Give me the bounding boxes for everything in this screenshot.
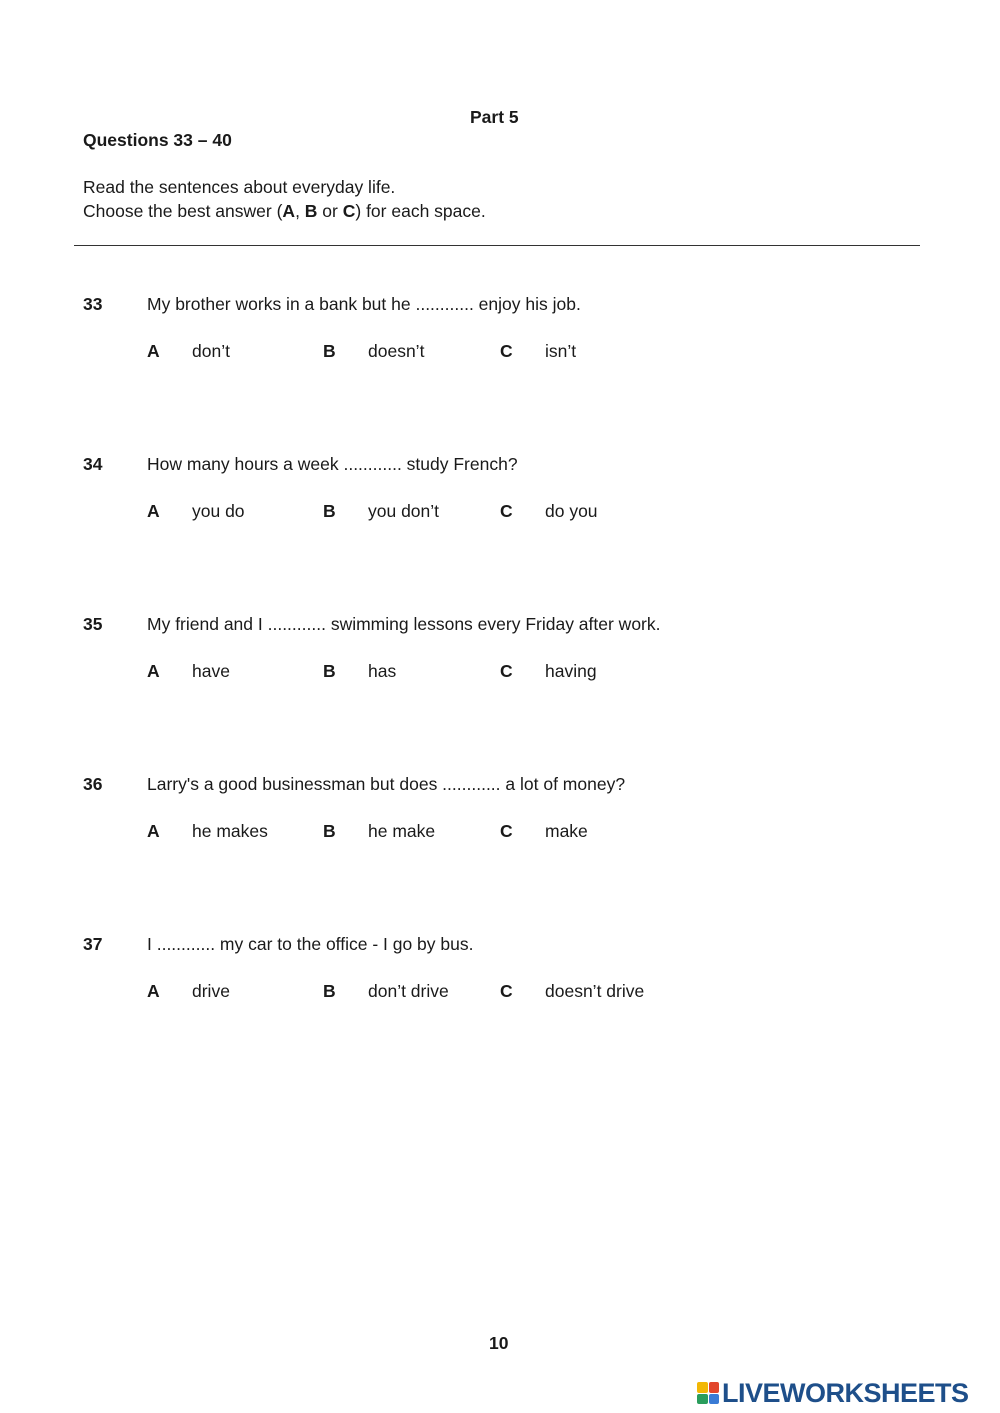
instruction-line-1: Read the sentences about everyday life.	[83, 177, 396, 197]
header-divider	[74, 245, 920, 246]
option-b-text[interactable]: you don’t	[368, 501, 440, 521]
option-c-text[interactable]: doesn’t drive	[545, 981, 645, 1001]
option-a-letter: A	[147, 821, 160, 841]
option-a-letter: A	[147, 661, 160, 681]
instruction-text: ,	[295, 201, 305, 221]
option-b-letter: B	[323, 981, 336, 1001]
option-c-letter: C	[500, 661, 513, 681]
logo-text: LIVEWORKSHEETS	[722, 1377, 969, 1408]
option-a-text[interactable]: have	[192, 661, 230, 681]
question-35	[0, 614, 1000, 714]
option-b-text[interactable]: don’t drive	[368, 981, 449, 1001]
logo-square	[697, 1382, 708, 1393]
question-33	[0, 294, 1000, 394]
instruction-letter-a: A	[282, 201, 296, 221]
option-c-letter: C	[500, 501, 513, 521]
question-number: 34	[83, 454, 103, 474]
option-b-letter: B	[323, 341, 336, 361]
question-34	[0, 454, 1000, 554]
page-number: 10	[489, 1333, 509, 1353]
liveworksheets-logo-icon	[697, 1382, 719, 1404]
liveworksheets-logo[interactable]	[697, 1376, 969, 1410]
option-c-text[interactable]: having	[545, 661, 597, 681]
option-b-text[interactable]: he make	[368, 821, 436, 841]
option-c-letter: C	[500, 821, 513, 841]
option-b-letter: B	[323, 661, 336, 681]
option-c-letter: C	[500, 341, 513, 361]
question-stem: My brother works in a bank but he ............ enjoy his job.	[147, 294, 581, 314]
option-b-letter: B	[323, 501, 336, 521]
question-stem: How many hours a week ............ study French?	[147, 454, 518, 474]
question-number: 37	[83, 934, 103, 954]
option-a-letter: A	[147, 501, 160, 521]
logo-square	[697, 1394, 708, 1405]
option-b-text[interactable]: doesn’t	[368, 341, 425, 361]
option-c-text[interactable]: isn’t	[545, 341, 577, 361]
instruction-line-2	[83, 201, 486, 222]
option-b-text[interactable]: has	[368, 661, 397, 681]
option-c-text[interactable]: do you	[545, 501, 598, 521]
question-stem: My friend and I ............ swimming lessons every Friday after work.	[147, 614, 661, 634]
instruction-text: Choose the best answer (	[83, 201, 283, 221]
question-36	[0, 774, 1000, 874]
questions-range: Questions 33 – 40	[83, 130, 232, 150]
logo-square	[709, 1394, 720, 1405]
option-a-text[interactable]: drive	[192, 981, 230, 1001]
option-a-text[interactable]: you do	[192, 501, 245, 521]
question-number: 33	[83, 294, 103, 314]
option-a-text[interactable]: he makes	[192, 821, 268, 841]
instruction-text: ) for each space.	[355, 201, 486, 221]
logo-square	[709, 1382, 720, 1393]
option-c-text[interactable]: make	[545, 821, 588, 841]
part-title: Part 5	[470, 107, 519, 127]
instruction-letter-c: C	[342, 201, 356, 221]
option-a-text[interactable]: don’t	[192, 341, 230, 361]
question-stem: Larry's a good businessman but does ............ a lot of money?	[147, 774, 626, 794]
question-number: 36	[83, 774, 103, 794]
option-b-letter: B	[323, 821, 336, 841]
option-a-letter: A	[147, 341, 160, 361]
instruction-text: or	[317, 201, 343, 221]
option-c-letter: C	[500, 981, 513, 1001]
instruction-letter-b: B	[304, 201, 318, 221]
question-number: 35	[83, 614, 103, 634]
option-a-letter: A	[147, 981, 160, 1001]
question-stem: I ............ my car to the office - I go by bus.	[147, 934, 474, 954]
question-37	[0, 934, 1000, 1034]
